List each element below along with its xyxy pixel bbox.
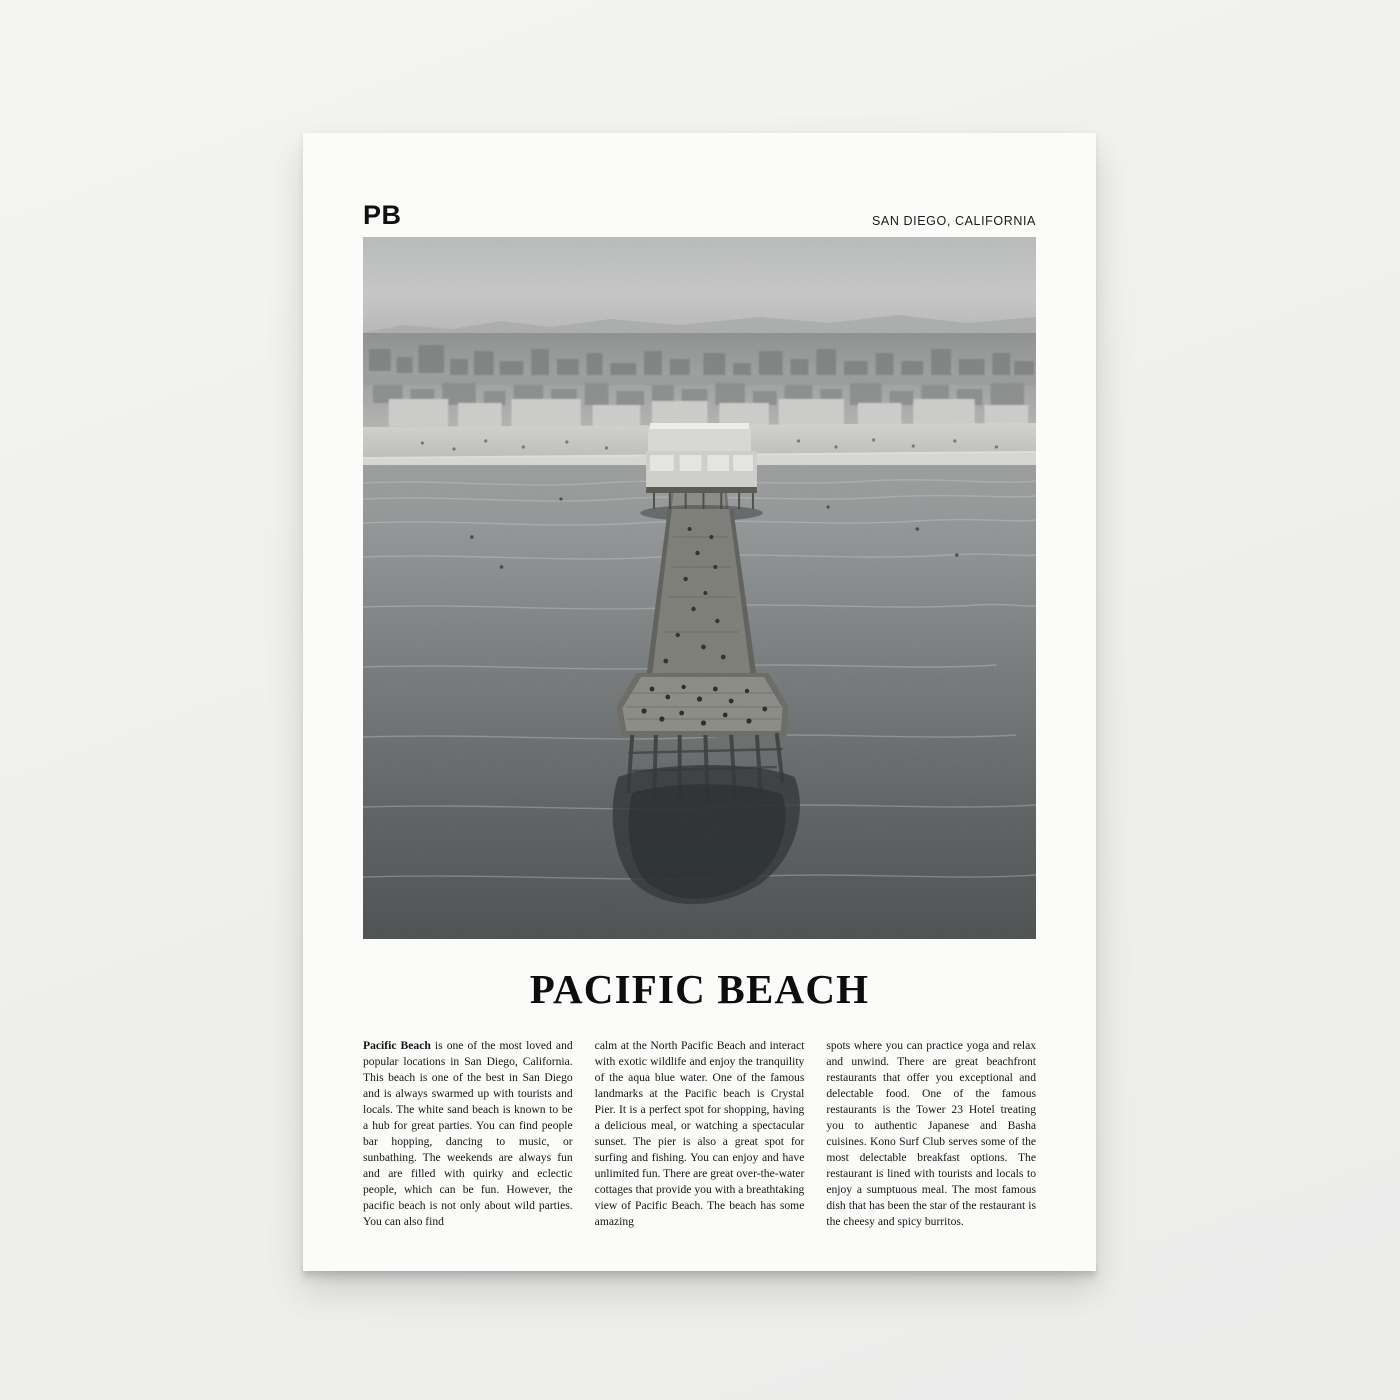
page-title: PACIFIC BEACH: [529, 966, 870, 1012]
pier-photo-graphic: [363, 237, 1036, 939]
pier-photo: [363, 237, 1036, 939]
poster-logo: PB: [363, 200, 402, 230]
poster-header: [363, 199, 1036, 229]
lead-in-bold: Pacific Beach: [363, 1039, 431, 1052]
body-column-3: spots where you can practice yoga and relax and unwind. There are great beachfront restaurants that offer you exceptional and delectable food. One of the famous restaurants is the Tower 23 Hotel treating you to authentic Japanese and Basha cuisines. Kono Surf Club serves some of the most delectable breakfast options. The restaurant is lined with tourists and locals to enjoy a sumptuous meal. The most famous dish that has been the star of the restaurant is the cheesy and spicy burritos.: [826, 1039, 1037, 1228]
poster: [303, 133, 1096, 1271]
body-column-1: [363, 1038, 573, 1230]
body-column-2: calm at the North Pacific Beach and interact with exotic wildlife and enjoy the tranquility of the aqua blue water. One of the famous landmarks at the Pacific beach is Crystal Pier. It is a perfect spot for shopping, having a delicious meal, or watching a spectacular sunset. The pier is also a great spot for surfing and fishing. You can enjoy and have unlimited fun. There are great over-the-water cottages that provide you with a breathtaking view of Pacific Beach. The beach has some amazing: [594, 1039, 805, 1228]
body-column-1-text: is one of the most loved and popular locations in San Diego, California. This beach is one of the best in San Diego and is always swarmed up with tourists and locals. The white sand beach is known to be a hub for great parties. You can find people bar hopping, dancing to music, or sunbathing. The weekends are always fun and are filled with quirky and eclectic people, which can be fun. However, the pacific beach is not only about wild parties. You can also find: [363, 1039, 573, 1228]
poster-location-label: SAN DIEGO, CALIFORNIA: [871, 213, 1036, 228]
body-columns: [363, 1038, 1036, 1230]
poster-content: [363, 199, 1037, 1228]
